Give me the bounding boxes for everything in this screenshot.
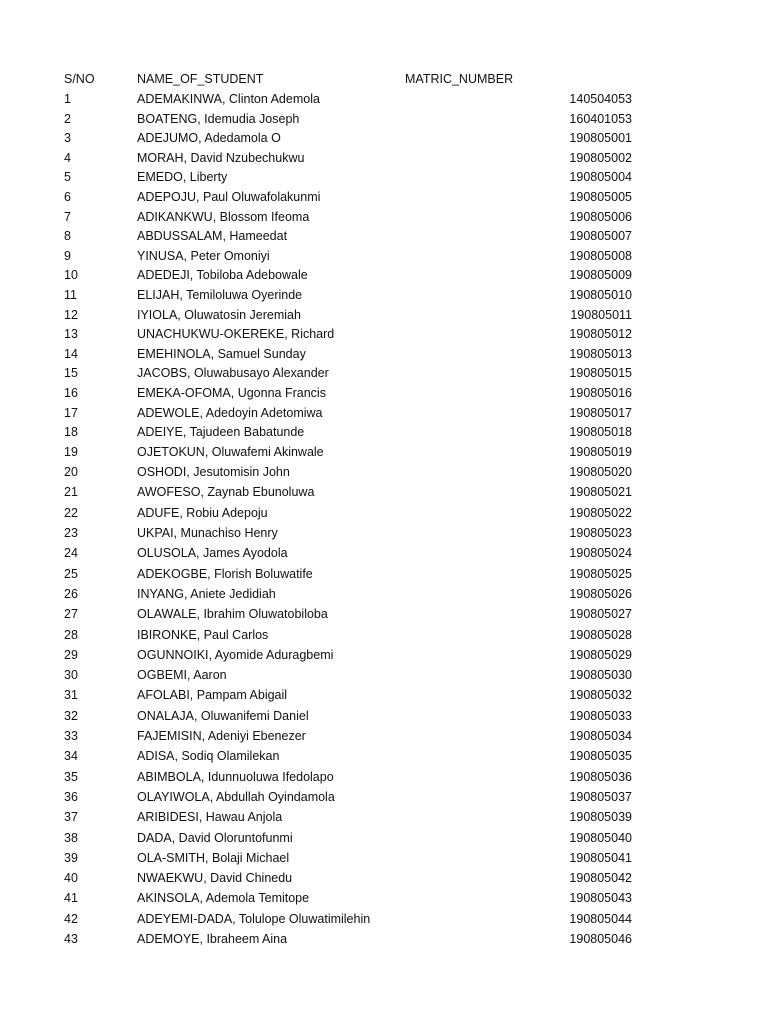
student-name-cell: INYANG, Aniete Jedidiah — [137, 586, 276, 601]
sno-cell: 39 — [64, 850, 78, 865]
student-name-cell: ADEMAKINWA, Clinton Ademola — [137, 92, 320, 106]
header-name: NAME_OF_STUDENT — [137, 72, 264, 86]
student-name-cell: OGBEMI, Aaron — [137, 668, 227, 683]
sno-cell: 27 — [64, 607, 78, 622]
table-row — [0, 829, 768, 847]
matric-number-cell: 190805034 — [569, 729, 632, 743]
sno-cell: 38 — [64, 830, 78, 845]
table-row — [0, 666, 768, 684]
sno-cell: 37 — [64, 810, 78, 825]
table-row — [0, 646, 768, 664]
matric-number-cell: 190805040 — [569, 830, 632, 845]
table-row — [0, 565, 768, 583]
table-row — [0, 930, 768, 948]
header-matric: MATRIC_NUMBER — [405, 72, 514, 86]
matric-number-cell: 190805004 — [569, 170, 632, 185]
matric-number-cell: 190805017 — [569, 405, 632, 420]
table-row — [0, 208, 768, 226]
student-name-cell: ELIJAH, Temiloluwa Oyerinde — [137, 288, 303, 302]
student-name-cell: ADEJUMO, Adedamola O — [137, 131, 281, 146]
table-row — [0, 626, 768, 644]
sno-cell: 35 — [64, 769, 78, 784]
student-name-cell: ONALAJA, Oluwanifemi Daniel — [137, 708, 309, 723]
student-name-cell: DADA, David Oloruntofunmi — [137, 830, 293, 845]
student-name-cell: EMEHINOLA, Samuel Sunday — [137, 346, 306, 361]
matric-number-cell: 190805002 — [569, 150, 632, 165]
table-row — [0, 404, 768, 422]
matric-number-cell: 190805020 — [569, 465, 632, 480]
table-row — [0, 727, 768, 745]
table-row — [0, 247, 768, 265]
matric-number-cell: 190805021 — [569, 485, 632, 500]
matric-number-cell: 190805012 — [569, 327, 632, 342]
sno-cell: 26 — [64, 586, 78, 601]
matric-number-cell: 190805035 — [569, 749, 632, 764]
sno-cell: 25 — [64, 566, 78, 581]
table-row — [0, 266, 768, 284]
matric-number-cell: 190805037 — [569, 789, 632, 804]
table-row — [0, 544, 768, 562]
sno-cell: 4 — [64, 150, 71, 165]
sno-cell: 20 — [64, 465, 78, 480]
sno-cell: 14 — [64, 346, 78, 361]
table-row — [0, 524, 768, 542]
sno-cell: 23 — [64, 526, 78, 540]
student-name-cell: IBIRONKE, Paul Carlos — [137, 627, 269, 642]
matric-number-cell: 190805015 — [569, 366, 632, 381]
table-row — [0, 605, 768, 623]
sno-cell: 24 — [64, 546, 78, 561]
table-row — [0, 286, 768, 304]
table-row — [0, 168, 768, 186]
matric-number-cell: 190805027 — [569, 607, 632, 622]
matric-number-cell: 190805024 — [569, 546, 632, 561]
matric-number-cell: 190805032 — [569, 688, 632, 703]
table-row — [0, 149, 768, 167]
table-row — [0, 585, 768, 603]
student-name-cell: EMEDO, Liberty — [137, 170, 228, 185]
table-row — [0, 686, 768, 704]
student-name-cell: AKINSOLA, Ademola Temitope — [137, 891, 310, 906]
student-name-cell: ARIBIDESI, Hawau Anjola — [137, 810, 283, 825]
sno-cell: 10 — [64, 268, 78, 283]
matric-number-cell: 190805026 — [569, 586, 632, 601]
matric-number-cell: 190805046 — [569, 932, 632, 946]
student-name-cell: OLUSOLA, James Ayodola — [137, 546, 288, 561]
table-row — [0, 384, 768, 402]
student-name-cell: AWOFESO, Zaynab Ebunoluwa — [137, 485, 315, 500]
sno-cell: 8 — [64, 229, 71, 244]
table-row — [0, 808, 768, 826]
sno-cell: 3 — [64, 131, 71, 146]
matric-number-cell: 190805030 — [569, 668, 632, 683]
header-row — [0, 70, 768, 88]
matric-number-cell: 190805036 — [569, 769, 632, 784]
sno-cell: 43 — [64, 932, 78, 946]
table-row — [0, 788, 768, 806]
matric-number-cell: 190805005 — [569, 190, 632, 204]
sno-cell: 11 — [64, 288, 77, 302]
matric-number-cell: 190805018 — [569, 425, 632, 440]
student-name-cell: UKPAI, Munachiso Henry — [137, 526, 278, 540]
sno-cell: 6 — [64, 190, 71, 204]
table-row — [0, 869, 768, 887]
sno-cell: 18 — [64, 425, 78, 440]
table-row — [0, 423, 768, 441]
sno-cell: 21 — [64, 485, 78, 500]
student-name-cell: AFOLABI, Pampam Abigail — [137, 688, 288, 703]
matric-number-cell: 190805025 — [569, 566, 632, 581]
sno-cell: 22 — [64, 505, 78, 520]
sno-cell: 19 — [64, 444, 78, 459]
student-name-cell: ABDUSSALAM, Hameedat — [137, 229, 288, 244]
table-row — [0, 227, 768, 245]
sno-cell: 1 — [64, 92, 71, 106]
sno-cell: 31 — [64, 688, 78, 703]
table-row — [0, 325, 768, 343]
matric-number-cell: 190805044 — [569, 911, 632, 926]
student-name-cell: ADUFE, Robiu Adepoju — [137, 505, 268, 520]
table-row — [0, 110, 768, 128]
student-name-cell: ADEKOGBE, Florish Boluwatife — [137, 566, 313, 581]
sno-cell: 9 — [64, 248, 71, 263]
sno-cell: 15 — [64, 366, 78, 381]
sno-cell: 7 — [64, 209, 71, 224]
matric-number-cell: 190805013 — [569, 346, 632, 361]
table-row — [0, 768, 768, 786]
table-row — [0, 483, 768, 501]
student-name-cell: OGUNNOIKI, Ayomide Aduragbemi — [137, 647, 334, 662]
sno-cell: 29 — [64, 647, 78, 662]
matric-number-cell: 190805028 — [569, 627, 632, 642]
student-name-cell: IYIOLA, Oluwatosin Jeremiah — [137, 307, 301, 322]
sno-cell: 17 — [64, 405, 78, 420]
table-row — [0, 188, 768, 206]
sno-cell: 36 — [64, 789, 78, 804]
student-name-cell: ADEWOLE, Adedoyin Adetomiwa — [137, 405, 323, 420]
table-row — [0, 910, 768, 928]
matric-number-cell: 190805008 — [569, 248, 632, 263]
matric-number-cell: 190805007 — [569, 229, 632, 244]
student-name-cell: ADEDEJI, Tobiloba Adebowale — [137, 268, 308, 283]
matric-number-cell: 190805016 — [569, 386, 632, 400]
sno-cell: 16 — [64, 386, 78, 400]
matric-number-cell: 190805033 — [569, 708, 632, 723]
matric-number-cell: 190805042 — [569, 871, 632, 886]
sno-cell: 33 — [64, 729, 78, 743]
student-name-cell: ADEYEMI-DADA, Tolulope Oluwatimilehin — [137, 911, 371, 926]
student-name-cell: UNACHUKWU-OKEREKE, Richard — [137, 327, 335, 342]
student-name-cell: BOATENG, Idemudia Joseph — [137, 111, 300, 126]
student-name-cell: ADEIYE, Tajudeen Babatunde — [137, 425, 305, 440]
table-row — [0, 306, 768, 324]
student-name-cell: FAJEMISIN, Adeniyi Ebenezer — [137, 729, 306, 743]
table-row — [0, 889, 768, 907]
table-row — [0, 747, 768, 765]
student-name-cell: NWAEKWU, David Chinedu — [137, 871, 293, 886]
sno-cell: 12 — [64, 307, 78, 322]
matric-number-cell: 140504053 — [569, 92, 632, 106]
student-name-cell: ABIMBOLA, Idunnuoluwa Ifedolapo — [137, 769, 334, 784]
matric-number-cell: 190805029 — [569, 647, 632, 662]
table-row — [0, 443, 768, 461]
sno-cell: 13 — [64, 327, 78, 342]
header-sno: S/NO — [64, 72, 95, 86]
matric-number-cell: 190805039 — [569, 810, 632, 825]
matric-number-cell: 190805041 — [569, 850, 632, 865]
student-name-cell: OLA-SMITH, Bolaji Michael — [137, 850, 290, 865]
matric-number-cell: 190805009 — [569, 268, 632, 283]
table-row — [0, 463, 768, 481]
student-name-cell: JACOBS, Oluwabusayo Alexander — [137, 366, 329, 381]
student-name-cell: OLAWALE, Ibrahim Oluwatobiloba — [137, 607, 328, 622]
table-row — [0, 90, 768, 108]
sno-cell: 5 — [64, 170, 71, 185]
student-name-cell: MORAH, David Nzubechukwu — [137, 150, 305, 165]
sno-cell: 30 — [64, 668, 78, 683]
sno-cell: 41 — [64, 891, 78, 906]
student-name-cell: ADEMOYE, Ibraheem Aina — [137, 932, 288, 946]
sno-cell: 42 — [64, 911, 78, 926]
student-name-cell: ADISA, Sodiq Olamilekan — [137, 749, 280, 764]
student-name-cell: ADEPOJU, Paul Oluwafolakunmi — [137, 190, 321, 204]
student-name-cell: OSHODI, Jesutomisin John — [137, 465, 290, 480]
table-row — [0, 504, 768, 522]
sno-cell: 2 — [64, 111, 71, 126]
student-name-cell: OLAYIWOLA, Abdullah Oyindamola — [137, 789, 335, 804]
matric-number-cell: 190805043 — [569, 891, 632, 906]
matric-number-cell: 190805022 — [569, 505, 632, 520]
matric-number-cell: 190805023 — [569, 526, 632, 540]
matric-number-cell: 190805010 — [569, 288, 632, 302]
matric-number-cell: 190805001 — [569, 131, 632, 146]
table-row — [0, 707, 768, 725]
table-row — [0, 345, 768, 363]
table-row — [0, 849, 768, 867]
student-name-cell: OJETOKUN, Oluwafemi Akinwale — [137, 444, 324, 459]
matric-number-cell: 190805011 — [570, 307, 632, 322]
matric-number-cell: 190805006 — [569, 209, 632, 224]
sno-cell: 28 — [64, 627, 78, 642]
sno-cell: 40 — [64, 871, 78, 886]
table-row — [0, 129, 768, 147]
student-name-cell: EMEKA-OFOMA, Ugonna Francis — [137, 386, 326, 400]
table-row — [0, 364, 768, 382]
matric-number-cell: 190805019 — [569, 444, 632, 459]
sno-cell: 34 — [64, 749, 78, 764]
sno-cell: 32 — [64, 708, 78, 723]
student-name-cell: YINUSA, Peter Omoniyi — [137, 248, 270, 263]
matric-number-cell: 160401053 — [569, 111, 632, 126]
student-name-cell: ADIKANKWU, Blossom Ifeoma — [137, 209, 310, 224]
